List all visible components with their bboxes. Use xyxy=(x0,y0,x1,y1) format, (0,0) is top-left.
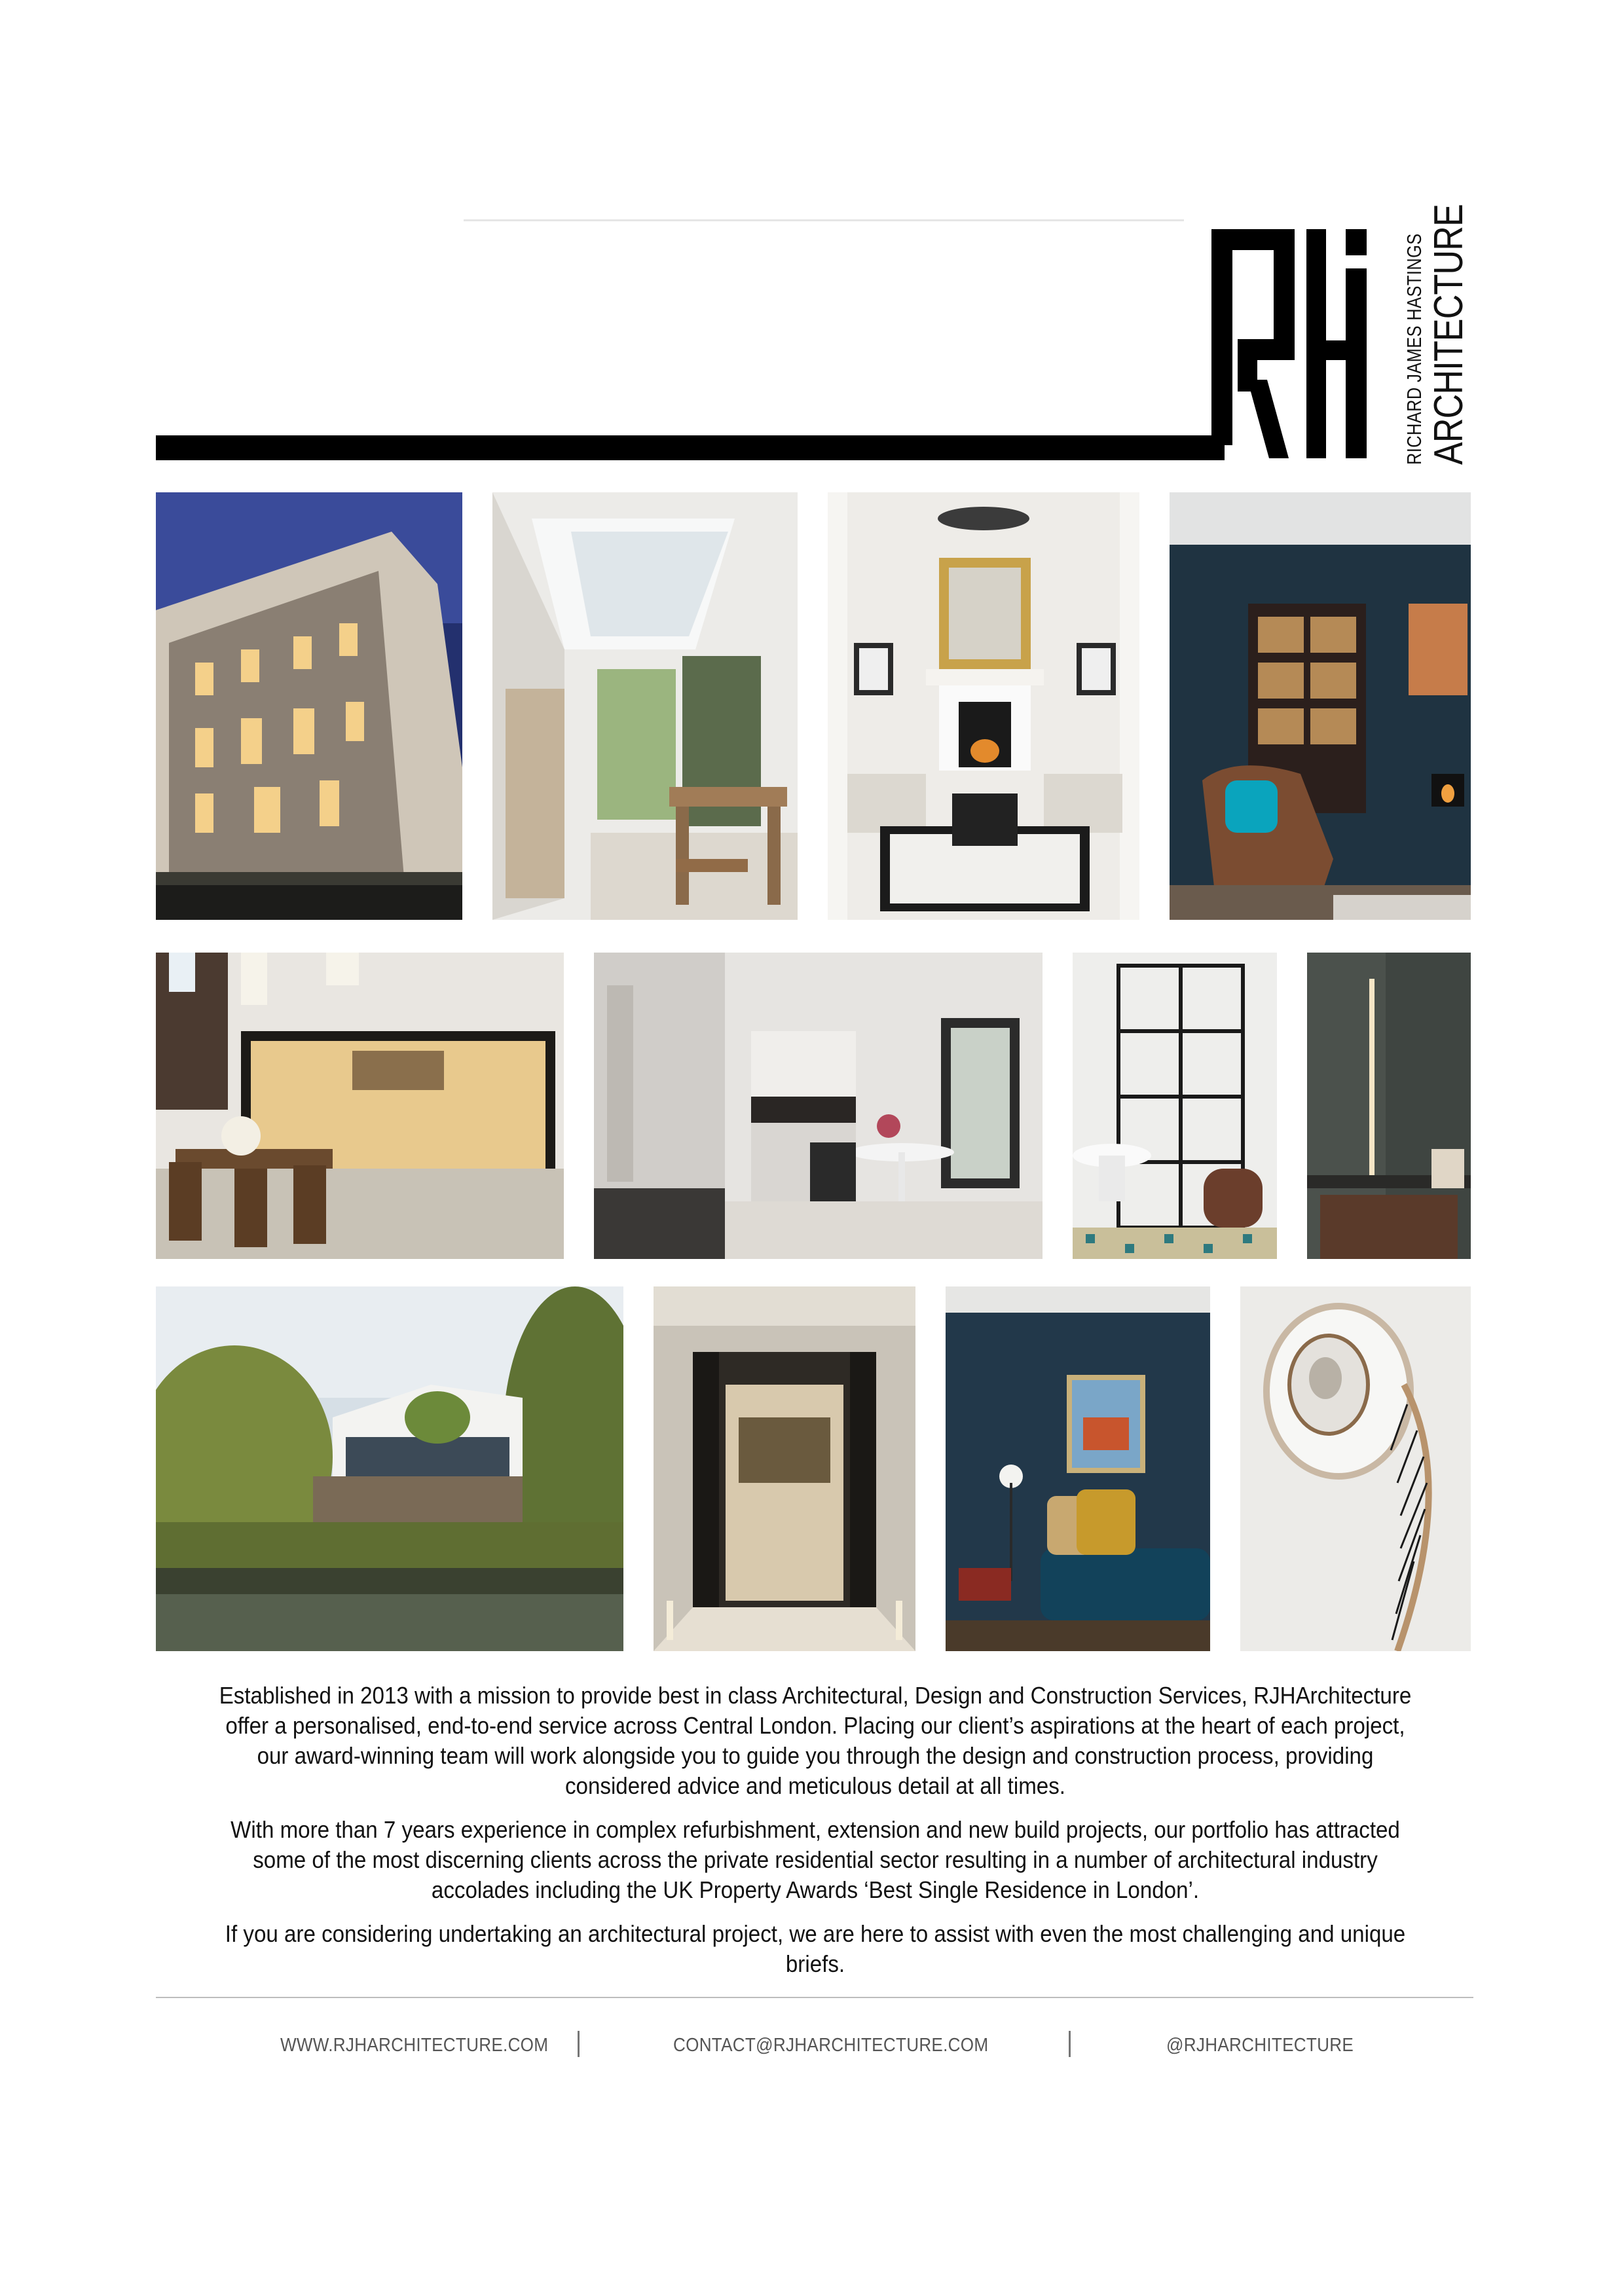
photo-blue-sitting-room xyxy=(946,1286,1210,1651)
photo-townhouse-dusk xyxy=(156,492,462,920)
photo-study-blue-walls xyxy=(1170,492,1471,920)
footer-separator xyxy=(1069,2031,1071,2057)
logo-wordmark xyxy=(1401,204,1473,465)
photo-glazed-extension xyxy=(492,492,798,920)
photo-entrance-corridor xyxy=(654,1286,915,1651)
rjh-monogram-logo xyxy=(1211,229,1395,465)
intro-paragraph: Established in 2013 with a mission to provide best in class Architectural, Design and Construction Services, RJHArchitecture offer a personalised, end-to-end service across Central London. Placing our client’s aspirations at the heart of each project, our award-winning team will work alongside you to guide you through the design and construction process, providing considered advice and meticulous detail at all times. xyxy=(219,1682,1412,1799)
photo-spiral-staircase xyxy=(1240,1286,1471,1651)
header-rule xyxy=(156,435,1225,460)
photo-kitchen-dining xyxy=(594,953,1043,1259)
experience-paragraph: With more than 7 years experience in complex refurbishment, extension and new build projects, our portfolio has attracted some of the most discerning clients across the private residential sector resulting in a number of architectural industry accolades including the UK Property Awards ‘Best Single Residence in London’. xyxy=(231,1816,1400,1903)
email-link[interactable]: CONTACT@RJHARCHITECTURE.COM xyxy=(673,2035,989,2056)
header-faint-line xyxy=(464,219,1184,221)
photo-dark-tile-basin xyxy=(1307,953,1471,1259)
photo-riverside-house xyxy=(156,1286,623,1651)
closing-paragraph: If you are considering undertaking an architectural project, we are here to assist with even the most challenging and unique briefs. xyxy=(225,1920,1406,1977)
photo-crittall-bathroom xyxy=(1073,953,1277,1259)
website-link[interactable]: WWW.RJHARCHITECTURE.COM xyxy=(280,2035,549,2056)
footer-separator xyxy=(578,2031,580,2057)
social-handle-link[interactable]: @RJHARCHITECTURE xyxy=(1166,2035,1354,2056)
photo-garden-terrace-dusk xyxy=(156,953,564,1259)
logo-name-line: RICHARD JAMES HASTINGS xyxy=(1403,233,1426,465)
photo-drawing-room-chandelier xyxy=(828,492,1139,920)
logo-word: ARCHITECTURE xyxy=(1426,204,1471,465)
footer-divider xyxy=(156,1997,1473,1998)
